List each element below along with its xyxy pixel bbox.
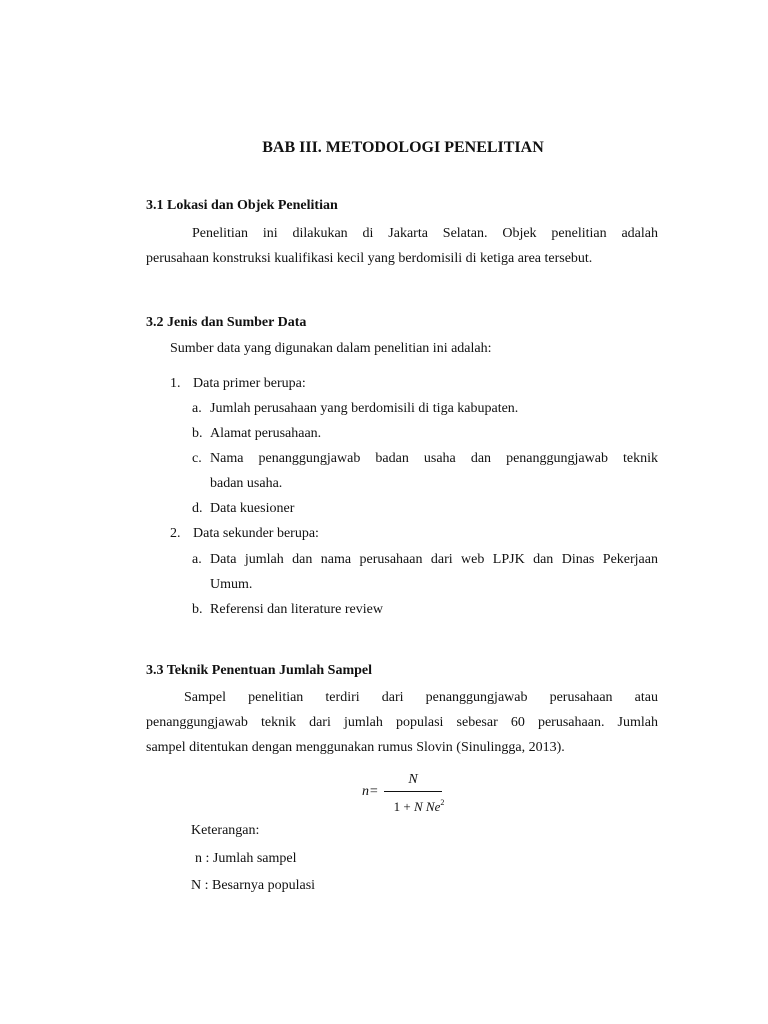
list-label: Data primer berupa: [193,376,306,391]
formula-numerator: N [408,772,418,787]
sub-item-text: Referensi dan literature review [210,602,383,617]
section-heading-3-2: 3.2 Jenis dan Sumber Data [146,315,307,330]
sub-item-mark: a. [192,401,202,416]
formula-denominator [384,794,454,816]
paragraph-line: penanggungjawab teknik dari jumlah populasi sebesar 60 perusahaan. Jumlah [146,715,658,730]
sub-item-mark: b. [192,602,203,617]
definition-N: N : Besarnya populasi [191,878,316,893]
sub-item-1d [192,496,658,521]
paragraph-line: Penelitian ini dilakukan di Jakarta Selatan. Objek penelitian adalah [192,226,658,241]
formula-exponent: 2 [440,798,445,807]
list-number: 1. [170,376,181,391]
sub-item-mark: b. [192,426,203,441]
sub-item-2a [192,547,658,597]
sub-item-1b [192,421,658,446]
section-heading-3-1: 3.1 Lokasi dan Objek Penelitian [146,198,338,213]
sub-item-text: Alamat perusahaan. [210,426,322,441]
definition-n: n : Jumlah sampel [195,851,297,866]
denominator-operator: + [403,799,411,814]
sub-item-mark: a. [192,552,202,567]
paragraph-line: sampel ditentukan dengan menggunakan rumus Slovin (Sinulingga, 2013). [146,740,565,755]
sub-item-text: Jumlah perusahaan yang berdomisili di tiga kabupaten. [210,401,519,416]
fraction-bar [384,791,442,792]
section-3-3-paragraph [146,685,658,760]
list-item-2 [170,521,660,546]
sub-item-line: Data jumlah dan nama perusahaan dari web LPJK dan Dinas Pekerjaan [210,552,658,567]
paragraph-line: Sampel penelitian terdiri dari penanggungjawab perusahaan atau [184,690,658,705]
chapter-title: BAB III. METODOLOGI PENELITIAN [262,139,544,156]
sub-item-text [210,547,658,597]
sub-item-mark: c. [192,451,202,466]
sub-item-line: Umum. [210,577,253,592]
section-3-1-paragraph [146,221,658,271]
list-label: Data sekunder berupa: [193,526,319,541]
section-3-2-intro: Sumber data yang digunakan dalam penelitian ini adalah: [170,341,492,356]
list-item-1 [170,371,660,396]
sub-item-line: Nama penanggungjawab badan usaha dan penanggungjawab teknik [210,451,658,466]
sub-item-text [210,446,658,496]
denominator-term: 1 [393,799,401,814]
list-number: 2. [170,526,181,541]
paragraph-line: perusahaan konstruksi kualifikasi kecil yang berdomisili di ketiga area tersebut. [146,251,593,266]
denominator-term: N Ne [413,799,441,814]
formula-lhs: n= [362,784,379,799]
sub-item-1c [192,446,658,496]
keterangan-label: Keterangan: [191,823,260,838]
sub-item-text: Data kuesioner [210,501,295,516]
sub-item-line: badan usaha. [210,476,283,491]
sub-item-1a [192,396,658,421]
slovin-formula [362,771,452,817]
sub-item-2b [192,597,658,622]
sub-item-mark: d. [192,501,203,516]
section-heading-3-3: 3.3 Teknik Penentuan Jumlah Sampel [146,663,373,678]
